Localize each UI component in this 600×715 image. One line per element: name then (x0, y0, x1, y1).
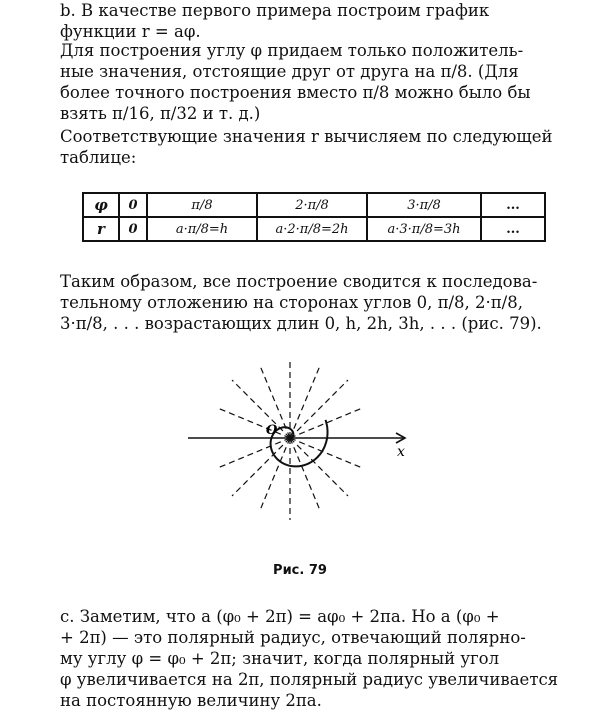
table-cell: 0 (119, 217, 147, 241)
archimedes-spiral-figure (180, 360, 420, 550)
table-cell: a·2·π/8=2h (257, 217, 367, 241)
text-line: тельному отложению на сторонах углов 0, π/8, 2·π/8, (60, 293, 523, 312)
polar-ray (261, 438, 290, 508)
x-axis-label: x (397, 444, 405, 460)
table-cell: 3·π/8 (367, 193, 481, 217)
text-line: функции r = aφ. (60, 22, 201, 41)
table-cell: a·π/8=h (147, 217, 257, 241)
text-line: таблице: (60, 148, 137, 167)
polar-ray (290, 380, 348, 438)
paragraph-c (60, 606, 580, 711)
polar-ray (290, 438, 319, 508)
origin-point (287, 435, 293, 441)
paragraph-table-intro (60, 126, 580, 168)
table-cell: a·3·π/8=3h (367, 217, 481, 241)
table-row-phi (83, 193, 545, 217)
values-table (82, 192, 546, 242)
table-cell: r (83, 217, 119, 241)
text-line: му углу φ = φ₀ + 2π; значит, когда полярный угол (60, 649, 500, 668)
paragraph-construction (60, 40, 580, 124)
text-line: взять π/16, π/32 и т. д.) (60, 104, 261, 123)
table-cell: φ (83, 193, 119, 217)
table-row-r (83, 217, 545, 241)
table-cell: 2·π/8 (257, 193, 367, 217)
text-line: более точного построения вместо π/8 можно было бы (60, 83, 531, 102)
table-cell: ... (481, 217, 545, 241)
text-line: 3·π/8, . . . возрастающих длин 0, h, 2h, 3h, . . . (рис. 79). (60, 314, 542, 333)
text-line: + 2π) — это полярный радиус, отвечающий полярно- (60, 628, 526, 647)
polar-ray (232, 380, 290, 438)
text-line: Для построения углу φ придаем только положитель- (60, 41, 524, 60)
text-line: Таким образом, все построение сводится к последова- (60, 272, 538, 291)
figure-caption: Рис. 79 (273, 563, 327, 578)
polar-ray (220, 409, 290, 438)
text-line: на постоянную величину 2πa. (60, 691, 322, 710)
polar-ray (290, 368, 319, 438)
table-cell: π/8 (147, 193, 257, 217)
polar-ray (232, 438, 290, 496)
polar-ray (220, 438, 290, 467)
text-line: φ увеличивается на 2π, полярный радиус увеличивается (60, 670, 559, 689)
paragraph-b (60, 0, 580, 42)
text-line: Соответствующие значения r вычисляем по следующей (60, 127, 553, 146)
text-line: c. Заметим, что a (φ₀ + 2π) = aφ₀ + 2πa. Но a (φ₀ + (60, 607, 500, 626)
origin-label: O (266, 423, 278, 438)
polar-ray (290, 409, 360, 438)
text-line: b. В качестве первого примера построим график (60, 1, 490, 20)
paragraph-summary (60, 271, 580, 334)
table-cell: 0 (119, 193, 147, 217)
table-cell: ... (481, 193, 545, 217)
text-line: ные значения, отстоящие друг от друга на π/8. (Для (60, 62, 519, 81)
